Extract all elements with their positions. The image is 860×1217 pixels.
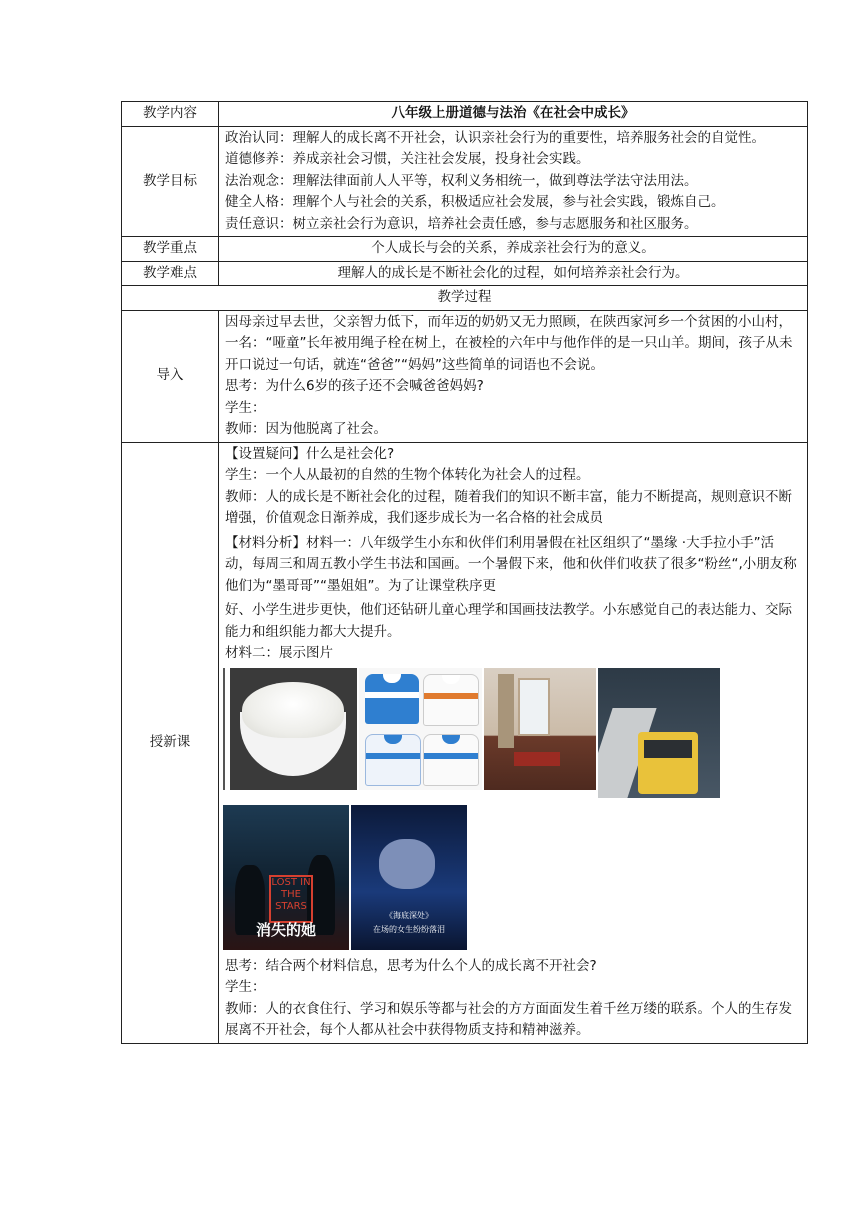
new-student-answer: 学生：一个人从最初的自然的生物个体转化为社会人的过程。 (225, 467, 590, 483)
row-new (122, 442, 808, 1043)
image-row-1 (223, 668, 801, 798)
material-one-b: 好、小学生进步更快，他们还钻研儿童心理学和国画技法教学。小东感觉自己的表达能力、交际能力和组织能力都大大提升。 (225, 602, 792, 640)
new-think: 思考：结合两个材料信息，思考为什么个人的成长离不开社会? (225, 957, 597, 974)
image-row-2 (223, 805, 801, 950)
intro-question: 思考：为什么6岁的孩子还不会喊爸爸妈妈? (225, 378, 484, 394)
label-goals: 教学目标 (122, 126, 219, 237)
intro-cell (219, 310, 808, 442)
poster-title: 消失的她 (255, 921, 316, 939)
row-intro (122, 310, 808, 442)
row-key (122, 237, 808, 262)
lesson-plan-table (121, 101, 808, 1044)
goal-moral: 道德修养：养成亲社会习惯，关注社会发展，投身社会实践。 (225, 151, 590, 167)
new-teacher-conclusion: 教师：人的衣食住行、学习和娱乐等都与社会的方方面面发生着千丝万缕的联系。个人的生存发展离不开社会，每个人都从社会中获得物质支持和精神滋养。 (225, 1000, 792, 1038)
material-two-label: 材料二：展示图片 (225, 645, 333, 661)
goal-political: 政治认同：理解人的成长离不开社会，认识亲社会行为的重要性，培养服务社会的自觉性。 (225, 129, 765, 146)
label-intro: 导入 (122, 310, 219, 442)
subway-train-image (598, 668, 720, 798)
row-process (122, 286, 808, 311)
new-cell (219, 442, 808, 1043)
goals-cell (219, 126, 808, 237)
lesson-title: 八年级上册道德与法治《在社会中成长》 (219, 102, 808, 127)
row-goals (122, 126, 808, 237)
poster-english-title: LOST IN THE STARS (269, 875, 313, 923)
label-new: 授新课 (122, 442, 219, 1043)
label-difficult: 教学难点 (122, 261, 219, 286)
image-border (223, 668, 225, 790)
concert-image (351, 805, 467, 950)
difficult-point: 理解人的成长是不断社会化的过程，如何培养亲社会行为。 (219, 261, 808, 286)
goal-responsibility: 责任意识：树立亲社会行为意识，培养社会责任感，参与志愿服务和社区服务。 (225, 215, 698, 232)
intro-teacher: 教师：因为他脱离了社会。 (225, 421, 387, 437)
concert-caption: 在场的女生纷纷落泪 (373, 924, 445, 934)
rice-bowl-image (230, 668, 357, 790)
label-content: 教学内容 (122, 102, 219, 127)
living-room-image (484, 668, 596, 790)
new-student: 学生： (225, 979, 266, 995)
label-key: 教学重点 (122, 237, 219, 262)
row-content (122, 102, 808, 127)
school-uniform-image (359, 668, 482, 790)
intro-story: 因母亲过早去世，父亲智力低下，而年迈的奶奶又无力照顾，在陕西家河乡一个贫困的小山村，一名：“哑童”长年被用绳子栓在树上，在被栓的六年中与他作伴的是一只山羊。期间，孩子从未开口说过一句话，就连“爸爸”“妈妈”这些简单的词语也不会说。 (225, 313, 793, 373)
intro-student: 学生： (225, 399, 266, 416)
row-difficult (122, 261, 808, 286)
goal-personality: 健全人格：理解个人与社会的关系，积极适应社会发展，参与社会实践，锻炼自己。 (225, 194, 725, 210)
material-one-a: 【材料分析】材料一：八年级学生小东和伙伴们利用暑假在社区组织了“墨缘 ·大手拉小手”活动，每周三和周五教小学生书法和国画。一个暑假下来，他和伙伴们收获了很多“粉丝“,小朋友称他们为“墨哥哥”“墨姐姐”。为了让课堂秩序更 (225, 534, 797, 594)
concert-song-title: 《海底深处》 (385, 910, 433, 920)
goal-law: 法治观念：理解法律面前人人平等，权利义务相统一，做到尊法学法守法用法。 (225, 172, 698, 189)
key-point: 个人成长与会的关系，养成亲社会行为的意义。 (219, 237, 808, 262)
new-question: 【设置疑问】什么是社会化? (225, 445, 395, 462)
new-teacher-answer: 教师：人的成长是不断社会化的过程，随着我们的知识不断丰富，能力不断提高，规则意识不断增强，价值观念日渐养成，我们逐步成长为一名合格的社会成员 (225, 488, 792, 526)
movie-poster-image (223, 805, 349, 950)
process-heading: 教学过程 (122, 286, 808, 311)
